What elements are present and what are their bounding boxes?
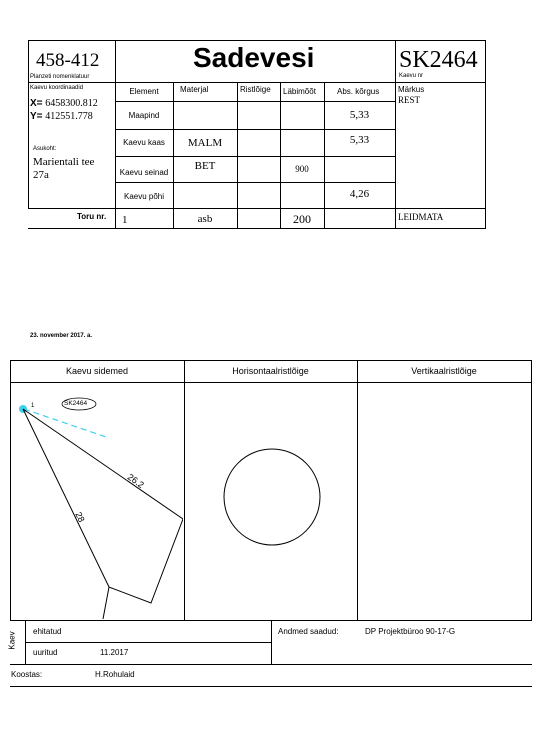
location-line-2: 27a <box>33 169 49 181</box>
col-header-element: Element <box>129 87 159 96</box>
location-label: Asukoht: <box>33 146 57 152</box>
surveyed-label: uuritud <box>33 648 58 657</box>
col-header-horizontal-section: Horisontaalristlõige <box>232 366 309 376</box>
row-element: Kaevu kaas <box>123 138 165 147</box>
built-label: ehitatud <box>33 627 62 636</box>
coord-y <box>30 111 93 122</box>
row-element: Kaevu seinad <box>119 167 169 177</box>
page-title: Sadevesi <box>193 42 315 73</box>
col-header-sketch-links: Kaevu sidemed <box>65 366 129 376</box>
coord-y-label: Y= <box>30 111 43 122</box>
surveyed-value: 11.2017 <box>100 648 129 657</box>
link-line-a <box>23 409 183 519</box>
building-outline <box>103 519 183 619</box>
dimension-a: 26.2 <box>125 471 146 491</box>
composer-value: H.Rohulaid <box>95 670 135 679</box>
remarks-value: REST <box>398 95 421 105</box>
document-date: 23. november 2017. a. <box>30 333 93 339</box>
row-element: Kaevu põhi <box>123 191 165 201</box>
coord-x-value: 6458300.812 <box>45 98 98 109</box>
pipe-number: 1 <box>122 214 128 226</box>
col-header-vertical-section: Vertikaalristlõige <box>411 366 477 376</box>
well-tag: SK2464 <box>64 400 88 407</box>
pipe-label: Toru nr. <box>77 212 107 221</box>
col-header-material: Materjal <box>180 85 209 94</box>
coord-x-label: X= <box>30 98 43 109</box>
plan-number: 458-412 <box>36 50 100 71</box>
location-line-1: Marientali tee <box>33 156 95 168</box>
dimension-b: 28 <box>73 510 87 524</box>
row-abs: 5,33 <box>349 109 370 121</box>
composer-label: Koostas: <box>11 670 43 679</box>
row-material: MALM <box>187 136 223 149</box>
coord-x <box>30 98 98 109</box>
row-abs: 5,33 <box>349 133 370 146</box>
row-abs: 4,26 <box>349 188 370 200</box>
data-source-value: DP Projektbüroo 90-17-G <box>365 627 456 636</box>
pipe-material: asb <box>197 213 213 225</box>
remarks-bottom: LEIDMATA <box>398 212 444 222</box>
col-header-abs: Abs. kõrgus <box>337 87 380 96</box>
remarks-label: Märkus <box>398 85 425 94</box>
pipe-direction-line <box>24 409 109 438</box>
well-id-label: Kaevu nr <box>399 73 424 79</box>
coords-label: Kaevu koordinaadid <box>30 85 84 91</box>
horizontal-section-drawing <box>185 383 356 619</box>
well-circle <box>224 449 320 545</box>
pipe-mark: 1 <box>31 403 35 409</box>
link-sketch <box>11 383 183 619</box>
link-line-b <box>23 409 109 587</box>
footer-side-label: Kaev <box>7 631 17 650</box>
plan-number-label: Planzeti nomenklatuur <box>30 74 90 80</box>
row-material: BET <box>194 160 216 172</box>
well-id: SK2464 <box>399 47 478 73</box>
row-diameter: 900 <box>295 164 309 174</box>
row-element: Maapind <box>128 110 160 120</box>
col-header-cross: Ristlõige <box>240 85 271 94</box>
data-source-label: Andmed saadud: <box>278 627 339 636</box>
col-header-diameter: Läbimõõt <box>283 87 316 96</box>
coord-y-value: 412551.778 <box>45 111 93 122</box>
pipe-diameter: 200 <box>293 211 311 226</box>
